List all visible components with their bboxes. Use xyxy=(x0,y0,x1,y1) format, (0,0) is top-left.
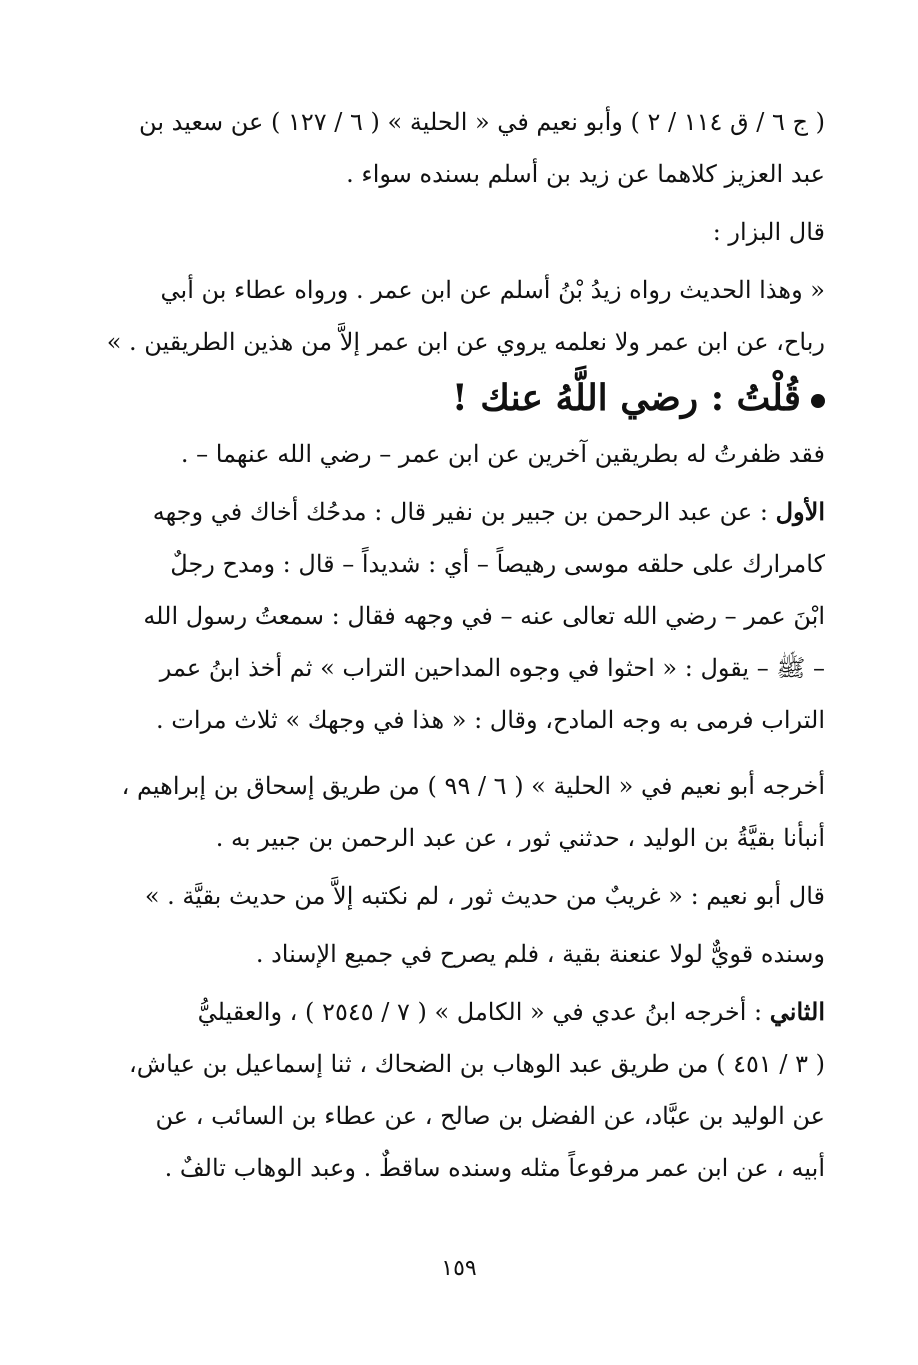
text-line: رباح، عن ابن عمر ولا نعلمه يروي عن ابن عمر إلاَّ من هذين الطريقين . » xyxy=(106,328,825,356)
text-line: أبيه ، عن ابن عمر مرفوعاً مثله وسنده ساقطٌ . وعبد الوهاب تالفٌ . xyxy=(164,1154,825,1182)
text-line: فقد ظفرتُ له بطريقين آخرين عن ابن عمر – رضي الله عنهما – . xyxy=(180,440,825,468)
text-line: عن الوليد بن عبَّاد، عن الفضل بن صالح ، عن عطاء بن السائب ، عن xyxy=(155,1102,825,1130)
lead-word: الأول xyxy=(775,497,825,526)
section-heading xyxy=(105,368,825,428)
text-line: قال البزار : xyxy=(712,218,825,246)
page-number: ١٥٩ xyxy=(441,1256,477,1281)
text-line xyxy=(105,986,825,1038)
paragraph-abu-nuaym-source xyxy=(105,760,825,864)
text-line: – ﷺ – يقول : « احثوا في وجوه المداحين التراب » ثم أخذ ابنُ عمر xyxy=(159,654,825,682)
text-line: أخرجه أبو نعيم في « الحلية » ( ٦ / ٩٩ ) من طريق إسحاق بن إبراهيم ، xyxy=(121,772,825,800)
line-rest: : أخرجه ابنُ عدي في « الكامل » ( ٧ / ٢٥٤٥ ) ، والعقيليُّ xyxy=(197,998,770,1026)
page-body xyxy=(105,96,825,1194)
paragraph-isnad-note xyxy=(105,928,825,980)
paragraph-intro xyxy=(105,428,825,480)
paragraph-bazzar-quote xyxy=(105,264,825,368)
text-line: ( ج ٦ / ق ١١٤ / ٢ ) وأبو نعيم في « الحلية » ( ٦ / ١٢٧ ) عن سعيد بن xyxy=(139,108,825,136)
lead-word: الثاني xyxy=(769,997,825,1026)
text-line: وسنده قويٌّ لولا عنعنة بقية ، فلم يصرح في جميع الإسناد . xyxy=(255,940,825,968)
text-line: أنبأنا بقيَّةُ بن الوليد ، حدثني ثور ، عن عبد الرحمن بن جبير به . xyxy=(215,824,825,852)
paragraph-second-route xyxy=(105,986,825,1194)
text-line: كامرارك على حلقه موسى رهيصاً – أي : شديداً – قال : ومدح رجلٌ xyxy=(170,550,825,578)
paragraph-bazzar-label xyxy=(105,206,825,258)
paragraph-abu-nuaym-quote xyxy=(105,870,825,922)
text-line: ( ٣ / ٤٥١ ) من طريق عبد الوهاب بن الضحاك ، ثنا إسماعيل بن عياش، xyxy=(129,1050,825,1078)
heading-text: قُلْتُ : رضي اللَّهُ عنك ! xyxy=(451,377,801,419)
text-line: عبد العزيز كلاهما عن زيد بن أسلم بسنده سواء . xyxy=(346,160,825,188)
text-line: قال أبو نعيم : « غريبٌ من حديث ثور ، لم نكتبه إلاَّ من حديث بقيَّة . » xyxy=(144,882,825,910)
text-line: ابْنَ عمر – رضي الله تعالى عنه – في وجهه فقال : سمعتُ رسول الله xyxy=(143,602,825,630)
text-line: التراب فرمى به وجه المادح، وقال : « هذا في وجهك » ثلاث مرات . xyxy=(156,706,825,734)
text-line: « وهذا الحديث رواه زيدُ بْنُ أسلم عن ابن عمر . ورواه عطاء بن أبي xyxy=(160,276,825,304)
line-rest: : عن عبد الرحمن بن جبير بن نفير قال : مدحُك أخاك في وجهه xyxy=(152,498,776,526)
bullet-icon xyxy=(811,394,825,408)
text-line xyxy=(105,486,825,538)
paragraph-first-route xyxy=(105,486,825,746)
paragraph-source-citation xyxy=(105,96,825,200)
